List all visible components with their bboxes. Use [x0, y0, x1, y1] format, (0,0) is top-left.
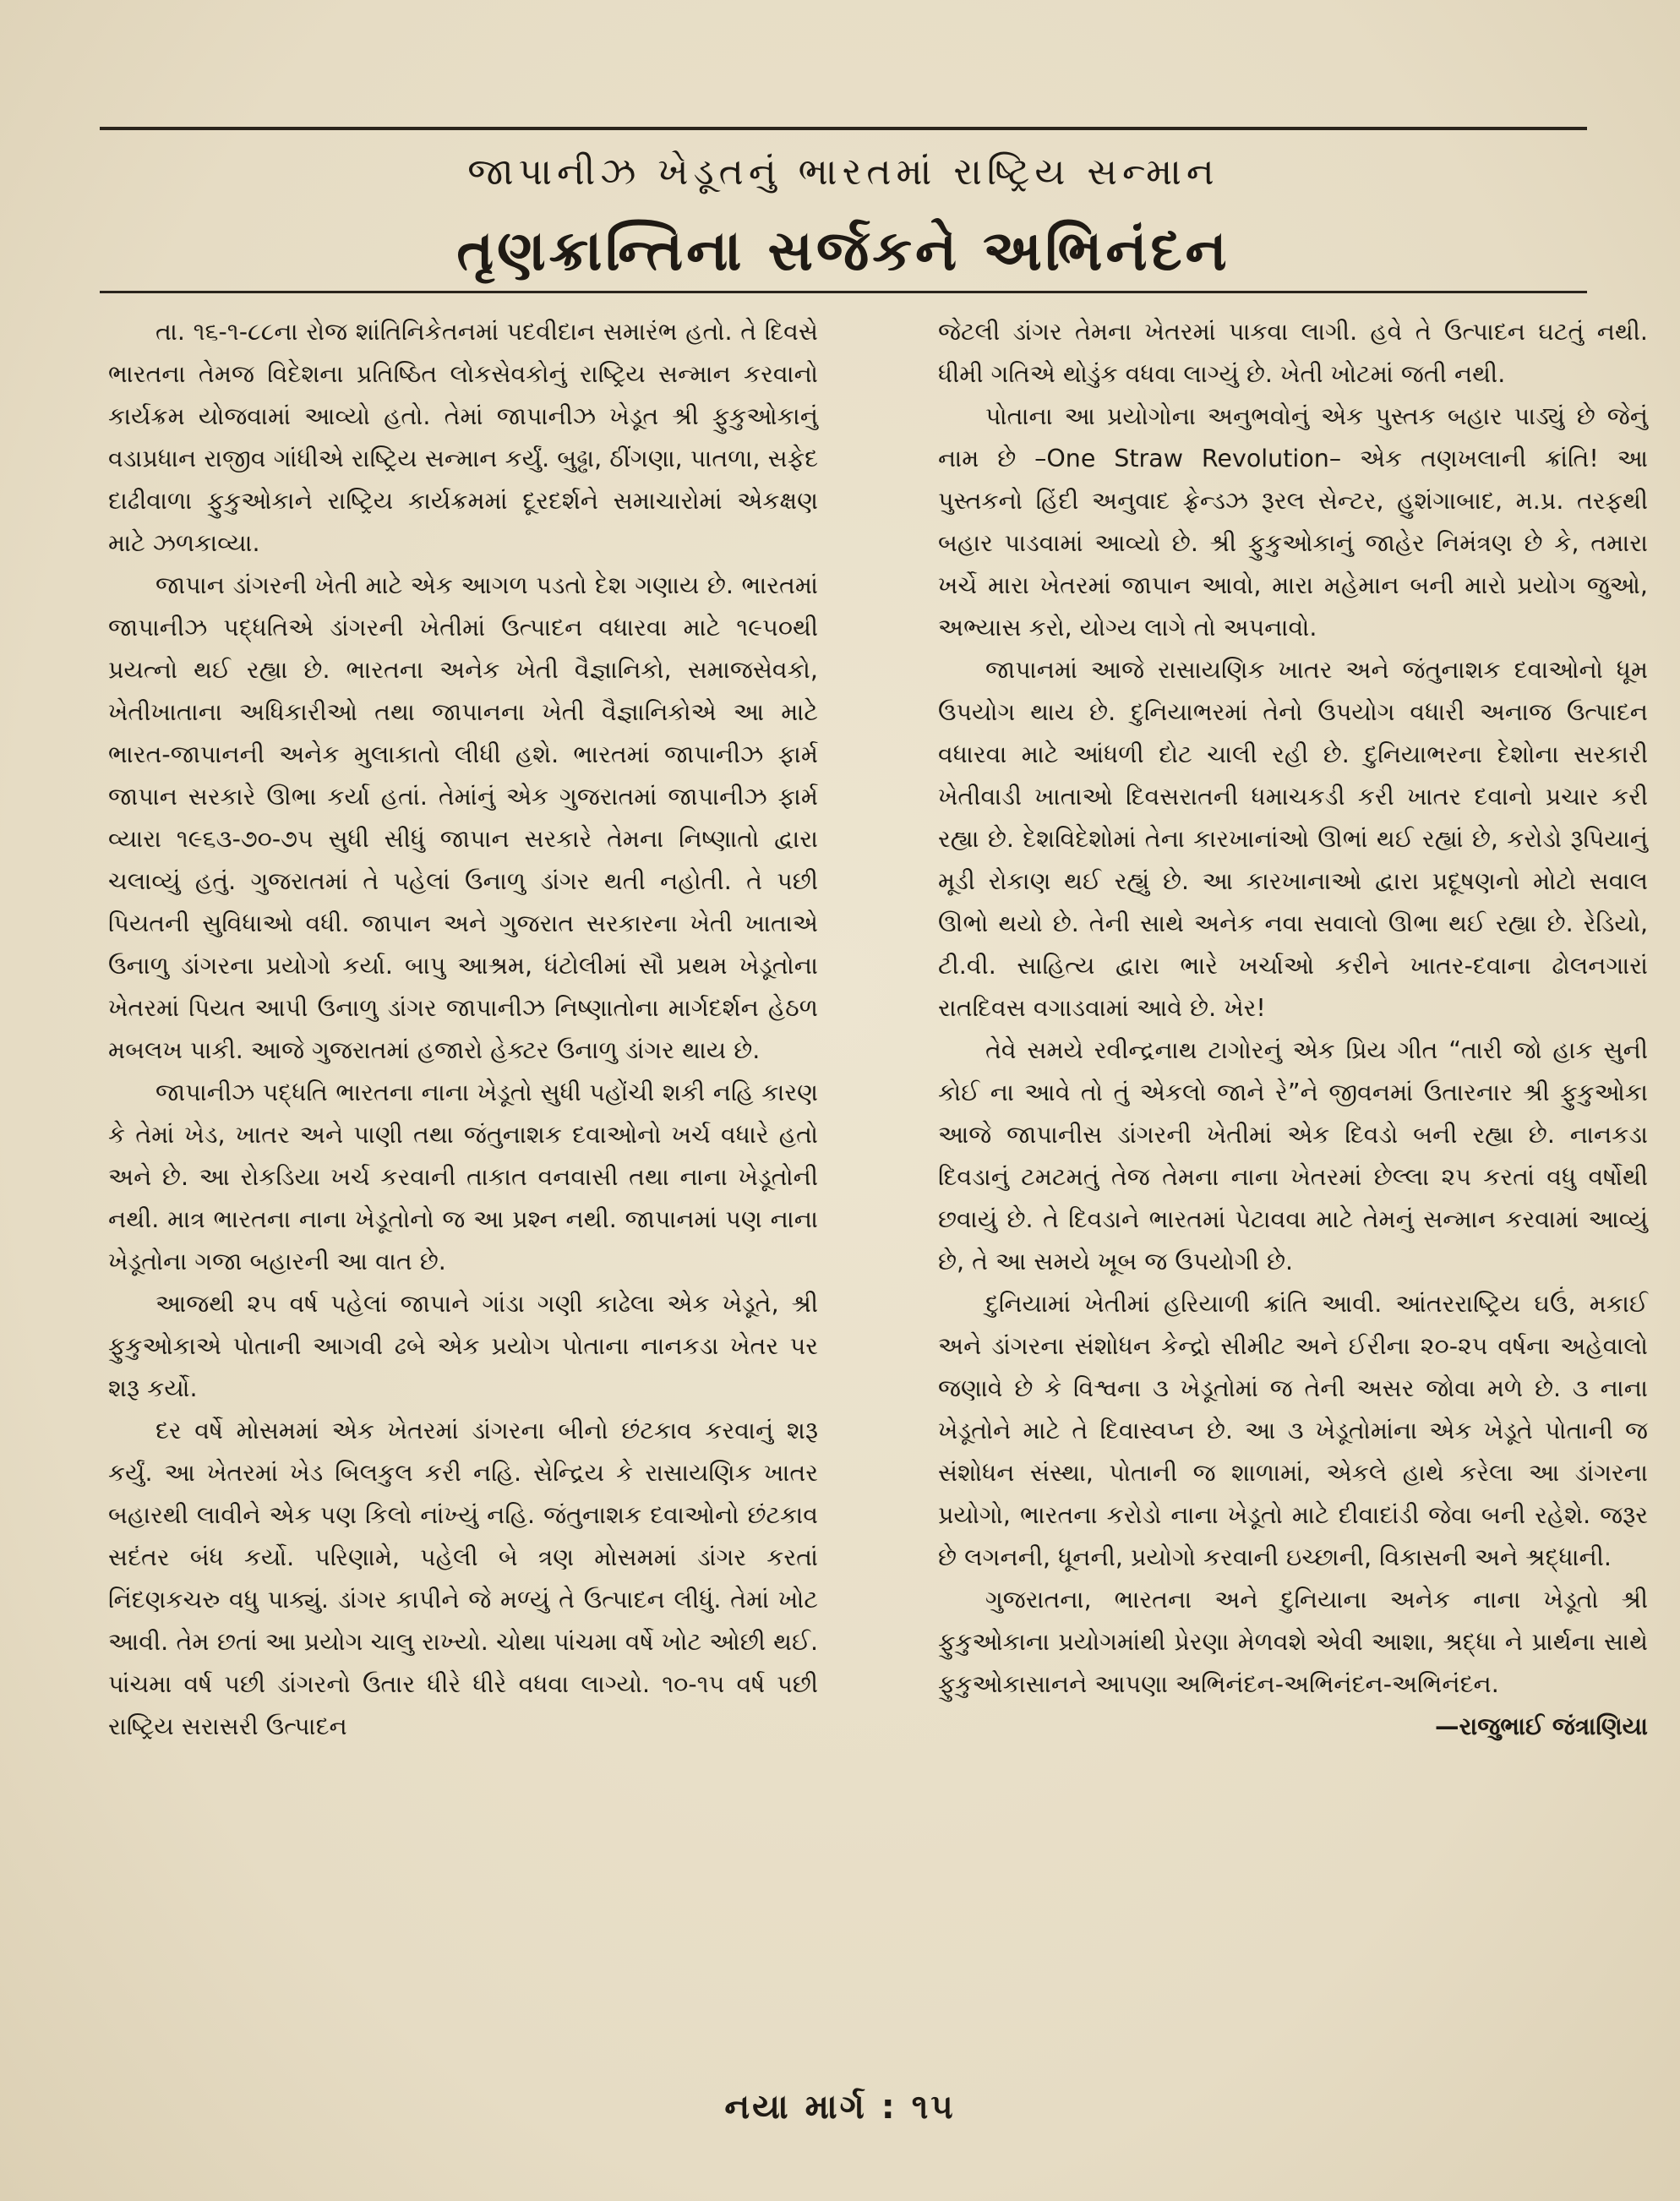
author-signature: —રાજુભાઈ જંત્રાણિયા [1435, 1712, 1648, 1740]
paragraph: ગુજરાતના, ભારતના અને દુનિયાના અનેક નાના ખેડૂતો શ્રી ફુકુઓકાના પ્રયોગમાંથી પ્રેરણા મેળવશે એવી આશા, શ્રદ્ધા ને પ્રાર્થના સાથે ફુકુઓકાસાનને આપણા અભિનંદન-અભિનંદન-અભિનંદન. [938, 1586, 1648, 1698]
paragraph: પોતાના આ પ્રયોગોના અનુભવોનું એક પુસ્તક બહાર પાડ્યું છે જેનું નામ છે –One Straw Revolution– એક તણખલાની ક્રાંતિ! આ પુસ્તકનો હિંદી અનુવાદ ફ્રેન્ડઝ રૂરલ સેન્ટર, હુશંગાબાદ, મ.પ્ર. તરફથી બહાર પાડવામાં આવ્યો છે. શ્રી ફુકુઓકાનું જાહેર નિમંત્રણ છે કે, તમારા ખર્ચે મારા ખેતરમાં જાપાન આવો, મારા મહેમાન બની મારો પ્રયોગ જુઓ, અભ્યાસ કરો, યોગ્ય લાગે તો અપનાવો. [938, 402, 1648, 642]
paragraph: જાપાન ડાંગરની ખેતી માટે એક આગળ પડતો દેશ ગણાય છે. ભારતમાં જાપાનીઝ પદ્ધતિએ ડાંગરની ખેતીમાં ઉત્પાદન વધારવા માટે ૧૯૫૦થી પ્રયત્નો થઈ રહ્યા છે. ભારતના અનેક ખેતી વૈજ્ઞાનિકો, સમાજસેવકો, ખેતીખાતાના અધિકારીઓ તથા જાપાનના ખેતી વૈજ્ઞાનિકોએ આ માટે ભારત-જાપાનની અનેક મુલાકાતો લીધી હશે. ભારતમાં જાપાનીઝ ફાર્મ જાપાન સરકારે ઊભા કર્યા હતાં. તેમાંનું એક ગુજરાતમાં જાપાનીઝ ફાર્મ વ્યારા ૧૯૬૩-૭૦-૭૫ સુધી સીધું જાપાન સરકારે તેમના નિષ્ણાતો દ્વારા ચલાવ્યું હતું. ગુજરાતમાં તે પહેલાં ઉનાળુ ડાંગર થતી નહોતી. તે પછી પિયતની સુવિધાઓ વધી. જાપાન અને ગુજરાત સરકારના ખેતી ખાતાએ ઉનાળુ ડાંગરના પ્રયોગો કર્યા. બાપુ આશ્રમ, ધંટોલીમાં સૌ પ્રથમ ખેડૂતોના ખેતરમાં પિયત આપી ઉનાળુ ડાંગર જાપાનીઝ નિષ્ણાતોના માર્ગદર્શન હેઠળ મબલખ પાકી. આજે ગુજરાતમાં હજારો હેક્ટર ઉનાળુ ડાંગર થાય છે. [108, 571, 818, 1064]
paragraph: જાપાનમાં આજે રાસાયણિક ખાતર અને જંતુનાશક દવાઓનો ધૂમ ઉપયોગ થાય છે. દુનિયાભરમાં તેનો ઉપયોગ વધારી અનાજ ઉત્પાદન વધારવા માટે આંધળી દોટ ચાલી રહી છે. દુનિયાભરના દેશોના સરકારી ખેતીવાડી ખાતાઓ દિવસરાતની ધમાચકડી કરી ખાતર દવાનો પ્રચાર કરી રહ્યા છે. દેશવિદેશોમાં તેના કારખાનાંઓ ઊભાં થઈ રહ્યાં છે, કરોડો રૂપિયાનું મૂડી રોકાણ થઈ રહ્યું છે. આ કારખાનાઓ દ્વારા પ્રદૂષણનો મોટો સવાલ ઊભો થયો છે. તેની સાથે અનેક નવા સવાલો ઊભા થઈ રહ્યા છે. રેડિયો, ટી.વી. સાહિત્ય દ્વારા ભારે ખર્ચાઓ કરીને ખાતર-દવાના ઢોલનગારાં રાતદિવસ વગાડવામાં આવે છે. ખેર! [938, 656, 1648, 1022]
headline: તૃણક્રાન્તિના સર્જકને અભિનંદન [456, 218, 1230, 283]
left-column [108, 311, 818, 1748]
paragraph: તા. ૧૬-૧-૮૮ના રોજ શાંતિનિકેતનમાં પદવીદાન સમારંભ હતો. તે દિવસે ભારતના તેમજ વિદેશના પ્રતિષ્ઠિત લોકસેવકોનું રાષ્ટ્રિય સન્માન કરવાનો કાર્યક્રમ યોજવામાં આવ્યો હતો. તેમાં જાપાનીઝ ખેડૂત શ્રી ફુકુઓકાનું વડાપ્રધાન રાજીવ ગાંધીએ રાષ્ટ્રિય સન્માન કર્યું. બુઢ્ઢા, ઠીંગણા, પાતળા, સફેદ દાઢીવાળા ફુકુઓકાને રાષ્ટ્રિય કાર્યક્રમમાં દૂરદર્શને સમાચારોમાં એકક્ષણ માટે ઝળકાવ્યા. [108, 318, 818, 557]
kicker: જાપાનીઝ ખેડૂતનું ભારતમાં રાષ્ટ્રિય સન્માન [467, 150, 1219, 194]
paragraph: દર વર્ષે મોસમમાં એક ખેતરમાં ડાંગરના બીનો છંટકાવ કરવાનું શરૂ કર્યું. આ ખેતરમાં ખેડ બિલકુલ કરી નહિ. સેન્દ્રિય કે રાસાયણિક ખાતર બહારથી લાવીને એક પણ કિલો નાંખ્યું નહિ. જંતુનાશક દવાઓનો છંટકાવ સદંતર બંધ કર્યો. પરિણામે, પહેલી બે ત્રણ મોસમમાં ડાંગર કરતાં નિંદણકચરુ વધુ પાક્યું. ડાંગર કાપીને જે મળ્યું તે ઉત્પાદન લીધું. તેમાં ખોટ આવી. તેમ છતાં આ પ્રયોગ ચાલુ રાખ્યો. ચોથા પાંચમા વર્ષે ખોટ ઓછી થઈ. પાંચમા વર્ષ પછી ડાંગરનો ઉતાર ધીરે ધીરે વધવા લાગ્યો. ૧૦-૧૫ વર્ષ પછી રાષ્ટ્રિય સરાસરી ઉત્પાદન [108, 1417, 818, 1740]
paragraph: આજથી ૨૫ વર્ષ પહેલાં જાપાને ગાંડા ગણી કાઢેલા એક ખેડૂતે, શ્રી ફુકુઓકાએ પોતાની આગવી ઢબે એક પ્રયોગ પોતાના નાનકડા ખેતર પર શરૂ કર્યો. [108, 1290, 818, 1402]
top-rule [100, 127, 1587, 130]
paragraph: જાપાનીઝ પદ્ધતિ ભારતના નાના ખેડૂતો સુધી પહોંચી શકી નહિ કારણ કે તેમાં ખેડ, ખાતર અને પાણી તથા જંતુનાશક દવાઓનો ખર્ચ વધારે હતો અને છે. આ રોકડિયા ખર્ચ કરવાની તાકાત વનવાસી તથા નાના ખેડૂતોની નથી. માત્ર ભારતના નાના ખેડૂતોનો જ આ પ્રશ્ન નથી. જાપાનમાં પણ નાના ખેડૂતોના ગજા બહારની આ વાત છે. [108, 1079, 818, 1275]
paragraph: જેટલી ડાંગર તેમના ખેતરમાં પાકવા લાગી. હવે તે ઉત્પાદન ઘટતું નથી. ધીમી ગતિએ થોડુંક વધવા લાગ્યું છે. ખેતી ખોટમાં જતી નથી. [938, 318, 1648, 388]
right-column [938, 311, 1648, 1748]
page-footer: નયા માર્ગ : ૧૫ [724, 2088, 956, 2127]
headline-rule [100, 291, 1587, 293]
paragraph: દુનિયામાં ખેતીમાં હરિયાળી ક્રાંતિ આવી. આંતરરાષ્ટ્રિય ઘઉં, મકાઈ અને ડાંગરના સંશોધન કેન્દ્રો સીમીટ અને ઈરીના ૨૦-૨૫ વર્ષના અહેવાલો જણાવે છે કે વિશ્વના ૩ ખેડૂતોમાં જ તેની અસર જોવા મળે છે. ૩ નાના ખેડૂતોને માટે તે દિવાસ્વપ્ન છે. આ ૩ ખેડૂતોમાંના એક ખેડૂતે પોતાની જ સંશોધન સંસ્થા, પોતાની જ શાળામાં, એકલે હાથે કરેલા આ ડાંગરના પ્રયોગો, ભારતના કરોડો નાના ખેડૂતો માટે દીવાદાંડી જેવા બની રહેશે. જરૂર છે લગનની, ધૂનની, પ્રયોગો કરવાની ઇચ્છાની, વિકાસની અને શ્રદ્ધાની. [938, 1290, 1648, 1571]
paragraph: તેવે સમયે રવીન્દ્રનાથ ટાગોરનું એક પ્રિય ગીત “તારી જો હાક સુની કોઈ ના આવે તો તું એકલો જાને રે”ને જીવનમાં ઉતારનાર શ્રી ફુકુઓકા આજે જાપાનીસ ડાંગરની ખેતીમાં એક દિવડો બની રહ્યા છે. નાનકડા દિવડાનું ટમટમતું તેજ તેમના નાના ખેતરમાં છેલ્લા ૨૫ કરતાં વધુ વર્ષોથી છવાયું છે. તે દિવડાને ભારતમાં પેટાવવા માટે તેમનું સન્માન કરવામાં આવ્યું છે, તે આ સમયે ખૂબ જ ઉપયોગી છે. [938, 1036, 1648, 1275]
